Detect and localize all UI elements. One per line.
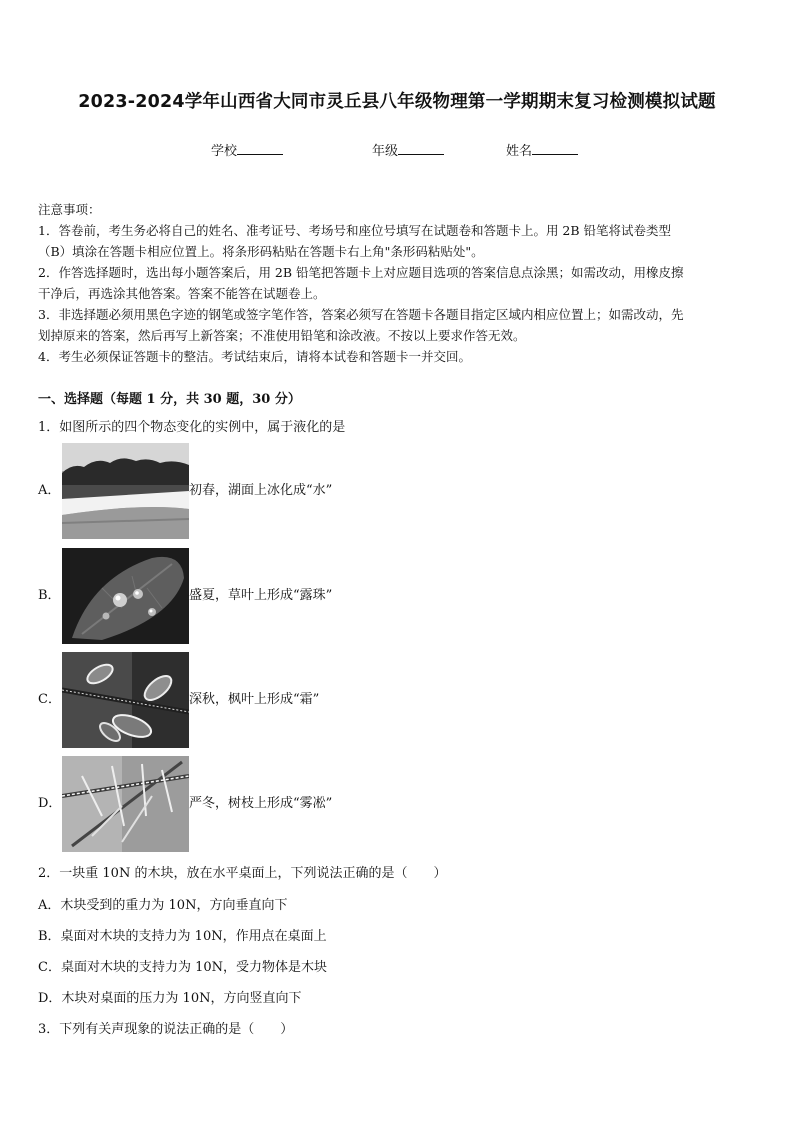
notice-line: （B）填涂在答题卡相应位置上。将条形码粘贴在答题卡右上角"条形码粘贴处"。: [38, 244, 484, 259]
q2-option-b[interactable]: B．桌面对木块的支持力为 10N，作用点在桌面上: [38, 929, 327, 944]
school-blank[interactable]: [237, 142, 283, 155]
option-text: 初春，湖面上冰化成“水”: [189, 483, 333, 498]
name-field[interactable]: [506, 140, 578, 159]
option-text: 盛夏，草叶上形成“露珠”: [189, 588, 333, 603]
school-field[interactable]: [211, 140, 283, 159]
q1-option-c[interactable]: [38, 652, 738, 748]
grade-blank[interactable]: [398, 142, 444, 155]
q1-option-a[interactable]: [38, 443, 738, 539]
notice-heading: 注意事项：: [38, 202, 101, 217]
notice-block: [38, 199, 758, 367]
option-text: 深秋，枫叶上形成“霜”: [189, 692, 320, 707]
option-letter: D．: [38, 796, 62, 811]
dew-drops-photo: [62, 548, 189, 644]
q2-option-d[interactable]: D．木块对桌面的压力为 10N，方向竖直向下: [38, 991, 302, 1006]
option-letter: C．: [38, 692, 61, 707]
notice-line: 1．答卷前，考生务必将自己的姓名、准考证号、考场号和座位号填写在试题卷和答题卡上。用 2B 铅笔将试卷类型: [38, 223, 672, 238]
school-label: 学校: [211, 144, 238, 159]
rime-branch-photo: [62, 756, 189, 852]
name-label: 姓名: [506, 144, 533, 159]
notice-line: 划掉原来的答案，然后再写上新答案；不准使用铅笔和涂改液。不按以上要求作答无效。: [38, 328, 526, 343]
question-1-stem: 1．如图所示的四个物态变化的实例中，属于液化的是: [38, 420, 346, 435]
question-3-stem: 3．下列有关声现象的说法正确的是（ ）: [38, 1022, 294, 1037]
q1-option-d[interactable]: [38, 756, 738, 852]
section-heading: 一、选择题（每题 1 分，共 30 题，30 分）: [38, 392, 301, 407]
grade-label: 年级: [372, 144, 399, 159]
notice-line: 3．非选择题必须用黑色字迹的钢笔或签字笔作答，答案必须写在答题卡各题目指定区域内相应位置上；如需改动，先: [38, 307, 684, 322]
question-2-stem: 2．一块重 10N 的木块，放在水平桌面上，下列说法正确的是（ ）: [38, 866, 447, 881]
grade-field[interactable]: [372, 140, 444, 159]
option-text: 严冬，树枝上形成“雾凇”: [189, 796, 333, 811]
exam-title: 2023-2024学年山西省大同市灵丘县八年级物理第一学期期末复习检测模拟试题: [78, 92, 716, 112]
q1-option-b[interactable]: [38, 548, 738, 644]
lake-ice-photo: [62, 443, 189, 539]
notice-line: 干净后，再选涂其他答案。答案不能答在试题卷上。: [38, 286, 326, 301]
q2-option-c[interactable]: C．桌面对木块的支持力为 10N，受力物体是木块: [38, 960, 327, 975]
notice-line: 4．考生必须保证答题卡的整洁。考试结束后，请将本试卷和答题卡一并交回。: [38, 349, 471, 364]
option-letter: A．: [38, 483, 61, 498]
notice-line: 2．作答选择题时，选出每小题答案后，用 2B 铅笔把答题卡上对应题目选项的答案信息点涂黑；如需改动，用橡皮擦: [38, 265, 684, 280]
name-blank[interactable]: [532, 142, 578, 155]
frost-leaf-photo: [62, 652, 189, 748]
option-letter: B．: [38, 588, 61, 603]
q2-option-a[interactable]: A．木块受到的重力为 10N，方向垂直向下: [38, 898, 288, 913]
